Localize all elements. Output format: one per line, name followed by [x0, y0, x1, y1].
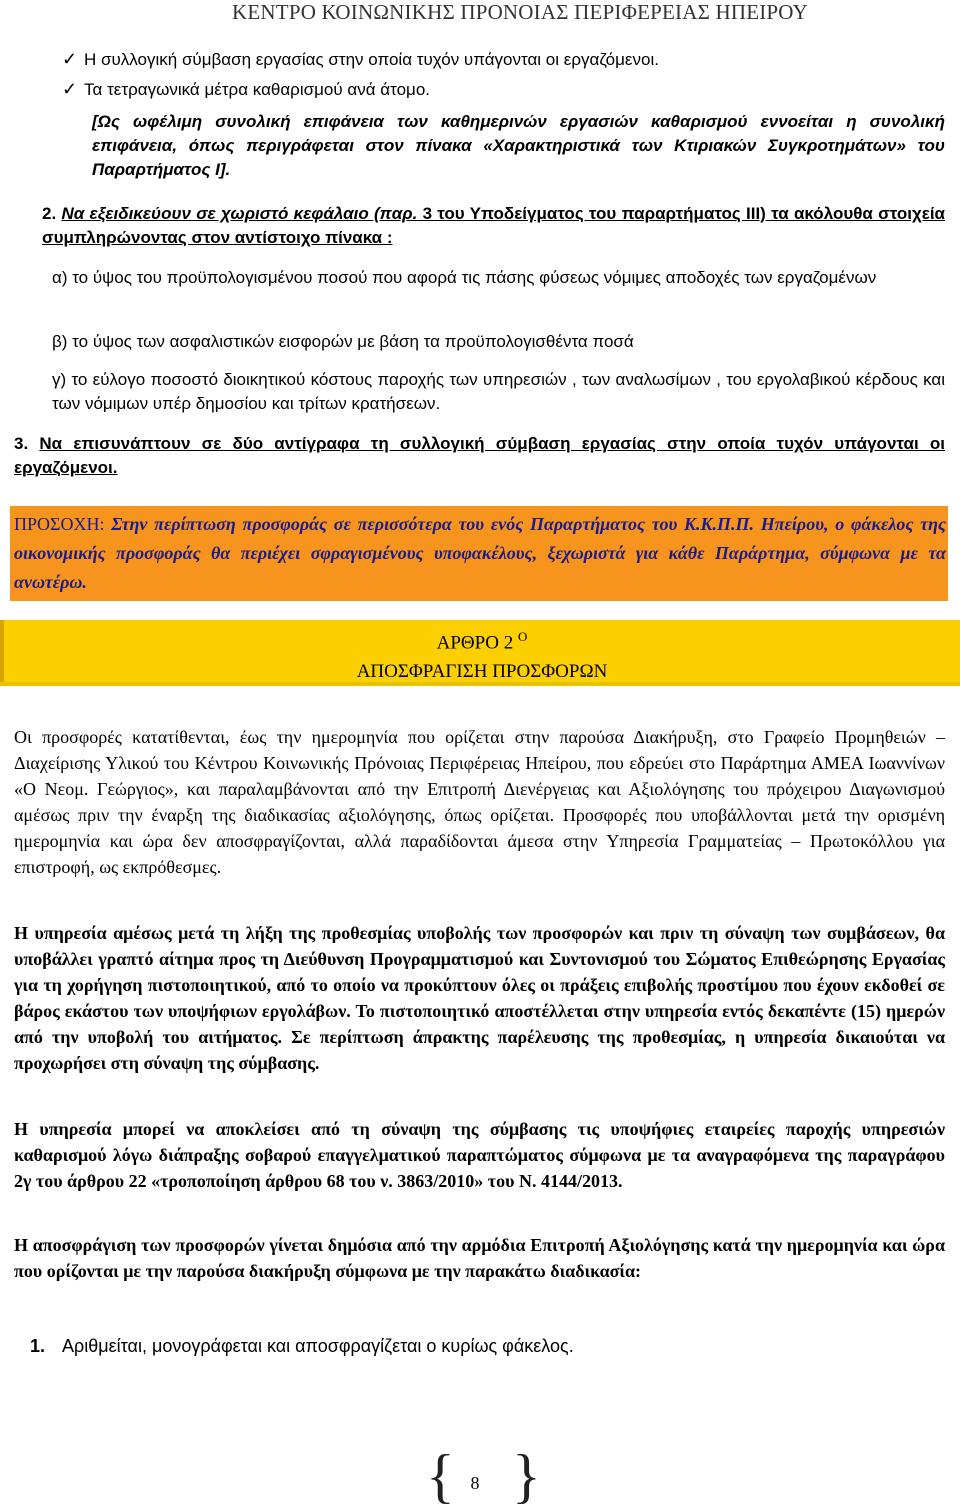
item-3-text: Να επισυνάπτουν σε δύο αντίγραφα τη συλλογική σύμβαση εργασίας στην οποία τυχόν υπάγονται οι εργαζόμενοι. [14, 434, 945, 477]
subitem-a: α) το ύψος του προϋπολογισμένου ποσού που αφορά τις πάσης φύσεως νόμιμες αποδοχές των εργαζομένων [52, 268, 877, 287]
attention-box [10, 506, 948, 601]
subitem-b: β) το ύψος των ασφαλιστικών εισφορών με βάση τα προϋπολογισθέντα ποσά [52, 332, 634, 351]
item-2-number: 2. [42, 204, 57, 223]
subitem-c: γ) το εύλογο ποσοστό διοικητικού κόστους παροχής των υπηρεσιών , των αναλωσίμων , του εργολαβικού κέρδους και των νόμιμων υπέρ δημοσίου και τρίτων κρατήσεων. [52, 370, 945, 413]
item-2-italic-text: Να εξειδικεύουν σε χωριστό κεφάλαιο (παρ. [61, 204, 418, 223]
item-2 [42, 202, 945, 250]
item-2-text: 3 του Υποδείγματος του παραρτήματος ΙΙΙ) τα ακόλουθα στοιχεία συμπληρώνοντας στον αντίστοιχο πίνακα : [42, 204, 946, 247]
italic-note: [Ως ωφέλιμη συνολική επιφάνεια των καθημερινών εργασιών καθαρισμού εννοείται η συνολική επιφάνεια, όπως περιγράφεται στον πίνακα «Χαρακτηριστικά των Κτιριακών Συγκροτημάτων» του Παραρτήματος Ι]. [92, 112, 945, 179]
left-brace-icon: { [426, 1443, 455, 1509]
attention-text: Στην περίπτωση προσφοράς σε περισσότερα του ενός Παραρτήματος του Κ.Κ.Π.Π. Ηπείρου, ο φάκελος της οικονομικής προσφοράς θα περιέχει σφραγισμένους υποφακέλους, ξεχωριστά για κάθε Παράρτημα, σύμφωνα με τα ανωτέρω. [14, 514, 946, 592]
list-item-number: 1. [30, 1336, 46, 1356]
article-title: ΑΡΘΡΟ 2 $^O$ [436, 629, 528, 654]
article-superscript: Ο [517, 629, 528, 644]
checklist-item [62, 79, 430, 100]
page-number: 8 [470, 1473, 480, 1493]
check-icon: ✓ [62, 79, 78, 99]
item-3-number: 3. [14, 434, 29, 453]
paragraph-exclusion: Η υπηρεσία μπορεί να αποκλείσει από τη σύναψη της σύμβασης τις υποψήφιες εταιρείες παροχής υπηρεσιών καθαρισμού λόγω διάπραξης σοβαρού επαγγελματικού παραπτώματος σύμφωνα με τα αναγραφόμενα της παραγράφου 2γ του άρθρου 22 «τροποποίηση άρθρου 68 του ν. 3863/2010» του Ν. 4144/2013. [14, 1119, 945, 1191]
article-subtitle: ΑΠΟΣΦΡΑΓΙΣΗ ΠΡΟΣΦΟΡΩΝ [356, 661, 608, 683]
header-title: ΚΕΝΤΡΟ ΚΟΙΝΩΝΙΚΗΣ ΠΡΟΝΟΙΑΣ ΠΕΡΙΦΕΡΕΙΑΣ ΗΠΕΙΡΟΥ [232, 0, 808, 24]
check-icon: ✓ [62, 49, 78, 69]
list-item-text: Αριθμείται, μονογράφεται και αποσφραγίζεται ο κυρίως φάκελος. [62, 1336, 574, 1356]
banner-divider [0, 682, 960, 686]
checklist-item [62, 49, 659, 70]
page-header [0, 0, 960, 25]
paragraph-certificate: Η υπηρεσία αμέσως μετά τη λήξη της προθεσμίας υποβολής των προσφορών και πριν τη σύναψη των συμβάσεων, θα υποβάλλει γραπτό αίτημα προς τη Διεύθυνση Προγραμματισμού και Συντονισμού του Σώματος Επιθεώρησης Εργασίας για τη χορήγηση πιστοποιητικού, από το οποίο να προκύπτουν όλες οι πράξεις επιβολής προστίμου που έχουν εκδοθεί σε βάρος εκάστου των υποψήφιων εργολάβων. Το πιστοποιητικό αποστέλλεται στην υπηρεσία εντός δεκαπέντε (15) ημερών από την υποβολή του αιτήματος. Σε περίπτωση άπρακτης παρέλευσης της προθεσμίας, η υπηρεσία δικαιούται να προχωρήσει στη σύναψη της σύμβασης. [14, 923, 945, 1073]
attention-lead: ΠΡΟΣΟΧΗ: [14, 514, 105, 534]
item-3 [14, 432, 945, 480]
paragraph-opening: Η αποσφράγιση των προσφορών γίνεται δημόσια από την αρμόδια Επιτροπή Αξιολόγησης κατά την ημερομηνία και ώρα που ορίζονται με την παρούσα διακήρυξη σύμφωνα με την παρακάτω διαδικασία: [14, 1235, 945, 1281]
right-brace-icon: } [512, 1443, 541, 1509]
list-item [30, 1336, 574, 1357]
article-banner [0, 620, 960, 682]
checklist-text: Η συλλογική σύμβαση εργασίας στην οποία τυχόν υπάγονται οι εργαζόμενοι. [84, 50, 659, 69]
paragraph-submission: Οι προσφορές κατατίθενται, έως την ημερομηνία που ορίζεται στην παρούσα Διακήρυξη, στο Γραφείο Προμηθειών – Διαχείρισης Υλικού του Κέντρου Κοινωνικής Πρόνοιας Περιφέρειας Ηπείρου, που εδρεύει στο Παράρτημα ΑΜΕΑ Ιωαννίνων «Ο Νεομ. Γεώργιος», και παραλαμβάνονται από την Επιτροπή Διενέργειας και Αξιολόγησης του πρόχειρου Διαγωνισμού αμέσως πριν την έναρξη της διαδικασίας αξιολόγησης, όπως ορίζεται. Προσφορές που υποβάλλονται μετά την ορισμένη ημερομηνία και ώρα δεν αποσφραγίζονται, αλλά παραδίδονται άμεσα στην Υπηρεσία Γραμματείας – Πρωτοκόλλου για επιστροφή, ως εκπρόθεσμες. [14, 727, 945, 877]
checklist-text: Τα τετραγωνικά μέτρα καθαρισμού ανά άτομο. [84, 80, 431, 99]
